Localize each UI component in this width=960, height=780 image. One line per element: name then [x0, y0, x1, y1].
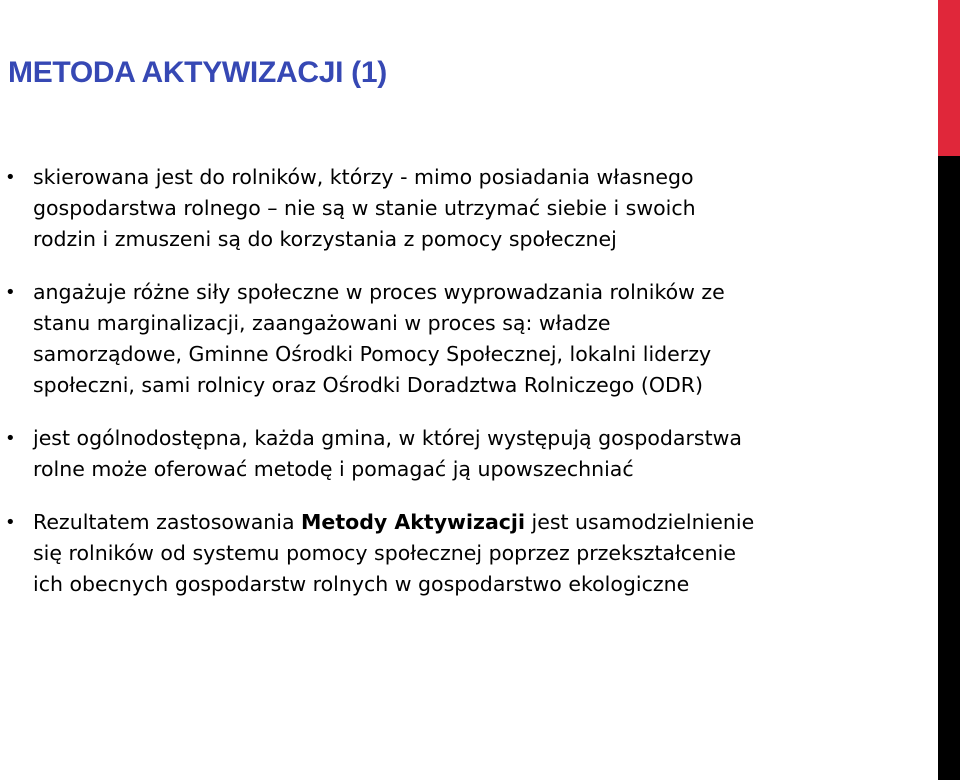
list-item [0, 162, 925, 255]
list-item [0, 423, 925, 485]
bullet-glyph: • [5, 512, 16, 533]
text-line [33, 507, 925, 538]
accent-bar-red [938, 0, 960, 156]
text-line: się rolników od systemu pomocy społecznej poprzez przekształcenie [33, 541, 736, 565]
bullet-text [33, 277, 925, 401]
bullet-text [33, 423, 925, 485]
bold-term: Metody Aktywizacji [301, 510, 525, 534]
bullet-glyph: • [5, 167, 16, 188]
bullet-list [0, 162, 925, 622]
bullet-text [33, 162, 925, 255]
text-segment: jest usamodzielnienie [525, 510, 755, 534]
text-line: rolne może oferować metodę i pomagać ją upowszechniać [33, 457, 634, 481]
text-line: skierowana jest do rolników, którzy - mimo posiadania własnego [33, 165, 694, 189]
list-item [0, 507, 925, 600]
text-line: stanu marginalizacji, zaangażowani w proces są: władze [33, 311, 611, 335]
text-line: samorządowe, Gminne Ośrodki Pomocy Społecznej, lokalni liderzy [33, 342, 712, 366]
bullet-text [33, 507, 925, 600]
accent-bar-black [938, 156, 960, 780]
text-line: rodzin i zmuszeni są do korzystania z pomocy społecznej [33, 227, 617, 251]
text-segment: Rezultatem zastosowania [33, 510, 302, 534]
bullet-glyph: • [5, 428, 16, 449]
text-line: ich obecnych gospodarstw rolnych w gospodarstwo ekologiczne [33, 572, 690, 596]
text-line: społeczni, sami rolnicy oraz Ośrodki Doradztwa Rolniczego (ODR) [33, 373, 704, 397]
bullet-glyph: • [5, 282, 16, 303]
slide-title: METODA AKTYWIZACJI (1) [8, 56, 387, 89]
text-line: angażuje różne siły społeczne w proces wyprowadzania rolników ze [33, 280, 725, 304]
list-item [0, 277, 925, 401]
text-line: gospodarstwa rolnego – nie są w stanie utrzymać siebie i swoich [33, 196, 696, 220]
text-line: jest ogólnodostępna, każda gmina, w której występują gospodarstwa [33, 426, 742, 450]
